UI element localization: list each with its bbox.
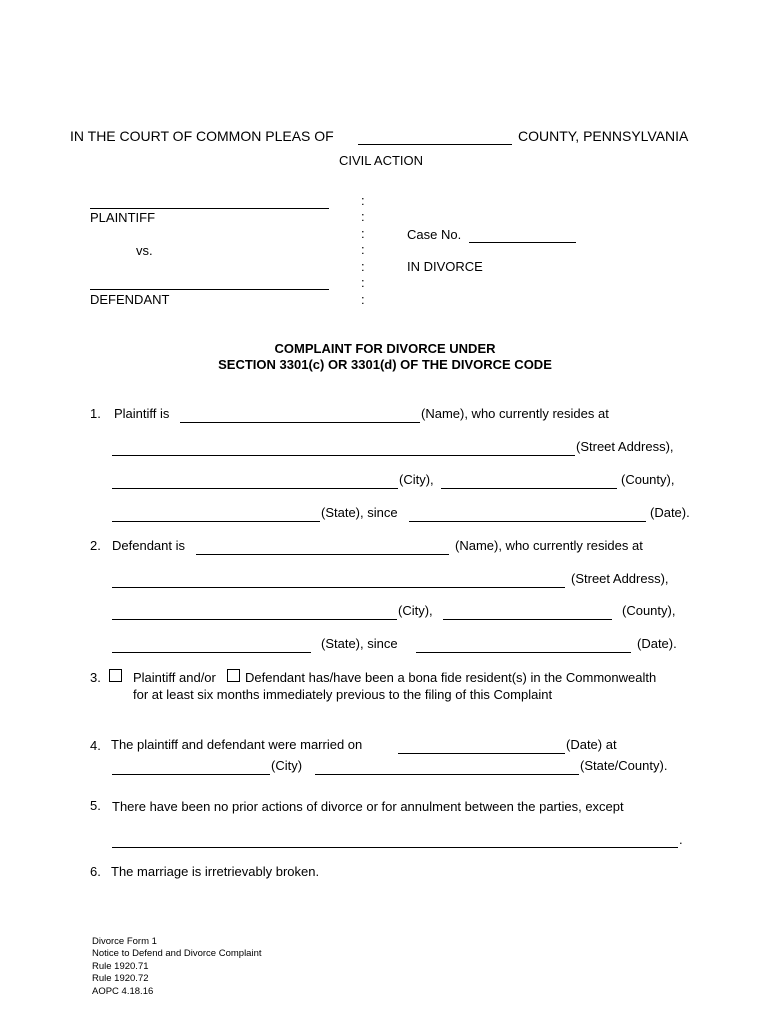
plaintiff-street-field[interactable] <box>112 439 575 456</box>
p5-number: 5. <box>90 798 101 813</box>
plaintiff-state-field[interactable] <box>112 505 320 522</box>
prior-actions-field[interactable] <box>112 831 678 848</box>
defendant-city-field[interactable] <box>112 603 397 620</box>
p1-county-label: (County), <box>621 472 675 487</box>
in-divorce-label: IN DIVORCE <box>407 259 483 274</box>
p1-date-label: (Date). <box>650 505 690 520</box>
marriage-state-county-field[interactable] <box>315 758 579 775</box>
plaintiff-county-field[interactable] <box>441 472 617 489</box>
p3-text-1: Defendant has/have been a bona fide resident(s) in the Commonwealth <box>245 670 657 685</box>
defendant-state-field[interactable] <box>112 636 311 653</box>
p1-lead: Plaintiff is <box>114 406 170 421</box>
plaintiff-name-field[interactable] <box>180 406 420 423</box>
p1-name-resides: (Name), who currently resides at <box>421 406 609 421</box>
footer-aopc: AOPC 4.18.16 <box>92 986 154 997</box>
caption-colon: : <box>361 275 365 290</box>
plaintiff-city-field[interactable] <box>112 472 398 489</box>
court-prefix: IN THE COURT OF COMMON PLEAS OF <box>70 128 334 144</box>
p2-date-label: (Date). <box>637 636 677 651</box>
title-line-1: COMPLAINT FOR DIVORCE UNDER <box>274 341 496 356</box>
p2-street-label: (Street Address), <box>571 571 669 586</box>
p5-period: . <box>679 832 683 847</box>
footer-rule-1: Rule 1920.71 <box>92 961 149 972</box>
plaintiff-name-input[interactable] <box>90 192 329 209</box>
p4-state-county-label: (State/County). <box>580 758 668 773</box>
p2-city-label: (City), <box>398 603 433 618</box>
caption-colon: : <box>361 226 365 241</box>
vs-label: vs. <box>136 243 153 258</box>
p1-state-since: (State), since <box>321 505 398 520</box>
p2-county-label: (County), <box>622 603 676 618</box>
p2-lead: Defendant is <box>112 538 185 553</box>
p5-text: There have been no prior actions of divorce or for annulment between the parties, except <box>112 799 624 814</box>
defendant-name-input[interactable] <box>90 273 329 290</box>
case-no-input[interactable] <box>469 226 576 243</box>
civil-action: CIVIL ACTION <box>339 153 424 168</box>
p1-street-label: (Street Address), <box>576 439 674 454</box>
caption-colon: : <box>361 209 365 224</box>
footer-notice: Notice to Defend and Divorce Complaint <box>92 948 262 959</box>
caption-colon: : <box>361 259 365 274</box>
p3-number: 3. <box>90 670 101 685</box>
p4-date-at: (Date) at <box>566 737 617 752</box>
title-line-2: SECTION 3301(c) OR 3301(d) OF THE DIVORCE CODE <box>218 357 552 372</box>
caption-colon: : <box>361 242 365 257</box>
defendant-resident-checkbox[interactable] <box>227 669 240 682</box>
p6-number: 6. <box>90 864 101 879</box>
p2-state-since: (State), since <box>321 636 398 651</box>
footer-rule-2: Rule 1920.72 <box>92 973 149 984</box>
footer-form-name: Divorce Form 1 <box>92 936 157 947</box>
defendant-name-field[interactable] <box>196 538 449 555</box>
p4-lead: The plaintiff and defendant were married on <box>111 737 363 752</box>
plaintiff-resident-checkbox[interactable] <box>109 669 122 682</box>
p3-plaintiff-andor: Plaintiff and/or <box>133 670 216 685</box>
case-no-label: Case No. <box>407 227 462 242</box>
defendant-label: DEFENDANT <box>90 292 170 307</box>
marriage-date-field[interactable] <box>398 737 565 754</box>
caption-colon: : <box>361 292 365 307</box>
p3-text-2: for at least six months immediately previous to the filing of this Complaint <box>133 687 553 702</box>
caption-colon: : <box>361 193 365 208</box>
plaintiff-since-date-field[interactable] <box>409 505 646 522</box>
p4-city-label: (City) <box>271 758 303 773</box>
p1-city-label: (City), <box>399 472 434 487</box>
p1-number: 1. <box>90 406 101 421</box>
plaintiff-label: PLAINTIFF <box>90 210 156 225</box>
p2-name-resides: (Name), who currently resides at <box>455 538 643 553</box>
county-input[interactable] <box>358 128 512 145</box>
p4-number: 4. <box>90 738 101 753</box>
defendant-since-date-field[interactable] <box>416 636 631 653</box>
p6-text: The marriage is irretrievably broken. <box>111 864 320 879</box>
p2-number: 2. <box>90 538 101 553</box>
marriage-city-field[interactable] <box>112 758 270 775</box>
defendant-county-field[interactable] <box>443 603 612 620</box>
court-suffix: COUNTY, PENNSYLVANIA <box>518 128 689 144</box>
defendant-street-field[interactable] <box>112 571 565 588</box>
